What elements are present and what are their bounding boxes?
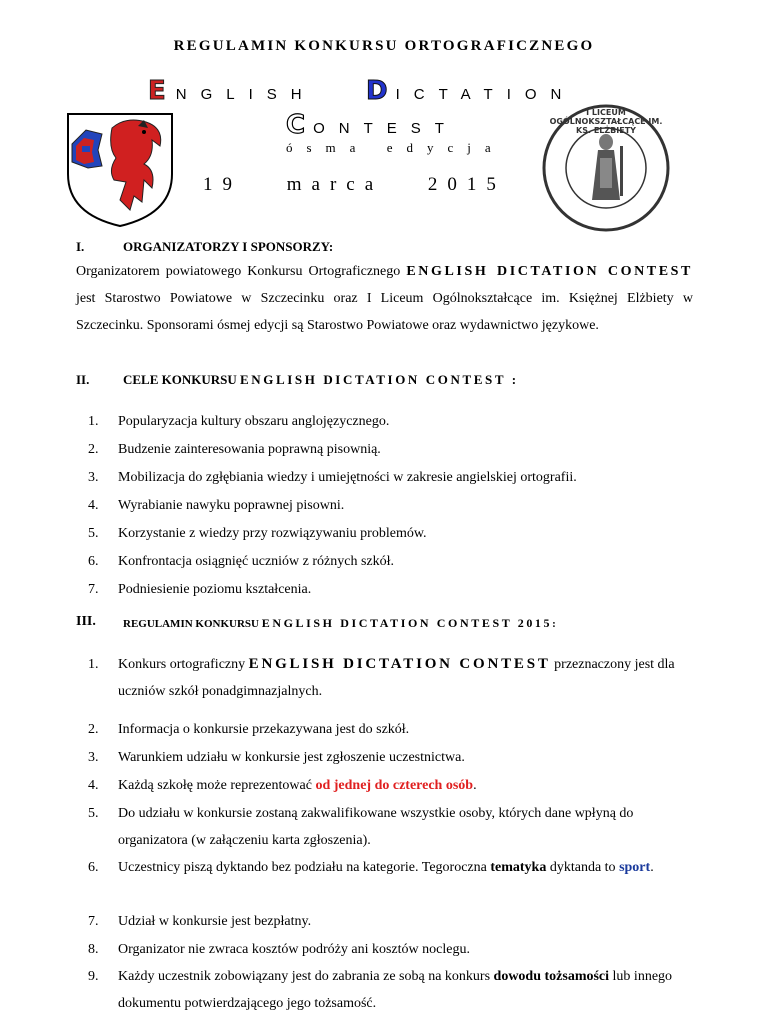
list-item-number: 4. <box>88 778 99 793</box>
section-1-paragraph: Organizatorem powiatowego Konkursu Ortograficznego ENGLISH DICTATION CONTEST jest Starostwo Powiatowe w Szczecinku oraz I Liceum Ogólnokształcące im. Księżnej Elżbiety w Szczecinku. Sponsorami ósmej edycji są Starostwo Powiatowe oraz wydawnictwo językowe. <box>76 264 693 333</box>
coat-of-arms-griffin-icon <box>64 110 176 230</box>
list-item: Do udziału w konkursie zostaną zakwalifikowane wszystkie osoby, których dane wpłyną do organizatora (w załączeniu karta zgłoszenia). <box>118 806 634 848</box>
contest-date: 19 marca 2015 <box>203 174 506 195</box>
section-2-heading: CELE KONKURSU ENGLISH DICTATION CONTEST : <box>123 372 519 387</box>
highlight-red: od jednej do czterech osób <box>315 778 474 793</box>
list-item: Mobilizacja do zgłębiania wiedzy i umiejętności w zakresie angielskiej ortografii. <box>118 470 577 485</box>
list-item: Informacja o konkursie przekazywana jest do szkół. <box>118 722 410 737</box>
list-item: Podniesienie poziomu kształcenia. <box>118 582 312 597</box>
list-item-number: 6. <box>88 554 99 569</box>
contest-word <box>286 110 458 140</box>
list-item-number: 5. <box>88 806 99 821</box>
list-item-number: 7. <box>88 582 99 597</box>
list-item-number: 2. <box>88 442 99 457</box>
section-3-number: III. <box>76 614 96 629</box>
english-word <box>148 76 316 106</box>
list-item-number: 1. <box>88 414 99 429</box>
list-item-number: 4. <box>88 498 99 513</box>
list-item-number: 6. <box>88 860 99 875</box>
list-item-number: 1. <box>88 657 99 672</box>
list-item-number: 3. <box>88 470 99 485</box>
section-1-number: I. <box>76 239 85 254</box>
dictation-rest: ICTATION <box>395 86 576 103</box>
list-item: Udział w konkursie jest bezpłatny. <box>118 914 312 929</box>
list-item: Budzenie zainteresowania poprawną pisownią. <box>118 442 381 457</box>
contest-rest: ONTEST <box>313 120 458 137</box>
list-item: Konfrontacja osiągnięć uczniów z różnych szkół. <box>118 554 395 569</box>
contest-initial: C <box>286 110 306 140</box>
section-3-heading: REGULAMIN KONKURSU ENGLISH DICTATION CONTEST 2015: <box>123 616 556 630</box>
english-initial: E <box>148 76 166 106</box>
section-1-heading: ORGANIZATORZY I SPONSORZY: <box>123 239 334 254</box>
english-rest: NGLISH <box>175 86 316 103</box>
list-item: Warunkiem udziału w konkursie jest zgłoszenie uczestnictwa. <box>118 750 465 765</box>
list-item: Wyrabianie nawyku poprawnej pisowni. <box>118 498 345 513</box>
list-item: Uczestnicy piszą dyktando bez podziału na kategorie. Tegoroczna tematyka dyktanda to sport. <box>118 860 654 875</box>
school-seal <box>540 102 672 234</box>
dictation-initial: D <box>366 76 388 106</box>
list-item: Każdą szkołę może reprezentować od jednej do czterech osób. <box>118 778 477 793</box>
highlight-blue: sport <box>619 860 651 875</box>
list-item-number: 9. <box>88 969 99 984</box>
section-2-number: II. <box>76 372 90 387</box>
list-item: Każdy uczestnik zobowiązany jest do zabrania ze sobą na konkurs dowodu tożsamości lub innego dokumentu potwierdzającego jego tożsamość. <box>118 969 673 1011</box>
list-item: Organizator nie zwraca kosztów podróży ani kosztów noclegu. <box>118 942 470 957</box>
list-item-number: 7. <box>88 914 99 929</box>
document-title: REGULAMIN KONKURSU ORTOGRAFICZNEGO <box>173 38 595 54</box>
list-item: Konkurs ortograficzny ENGLISH DICTATION CONTEST przeznaczony jest dla uczniów szkół ponadgimnazjalnych. <box>118 656 675 699</box>
list-item-number: 3. <box>88 750 99 765</box>
contest-name: ENGLISH DICTATION CONTEST <box>406 264 693 279</box>
edition-label: ósma edycja <box>286 140 505 155</box>
list-item-number: 2. <box>88 722 99 737</box>
seal-text: I LICEUM OGÓLNOKSZTAŁCĄCE IM. KS. ELŻBIETY <box>549 108 663 135</box>
list-item-number: 8. <box>88 942 99 957</box>
list-item-number: 5. <box>88 526 99 541</box>
list-item: Popularyzacja kultury obszaru anglojęzycznego. <box>118 414 390 429</box>
list-item: Korzystanie z wiedzy przy rozwiązywaniu problemów. <box>118 526 427 541</box>
